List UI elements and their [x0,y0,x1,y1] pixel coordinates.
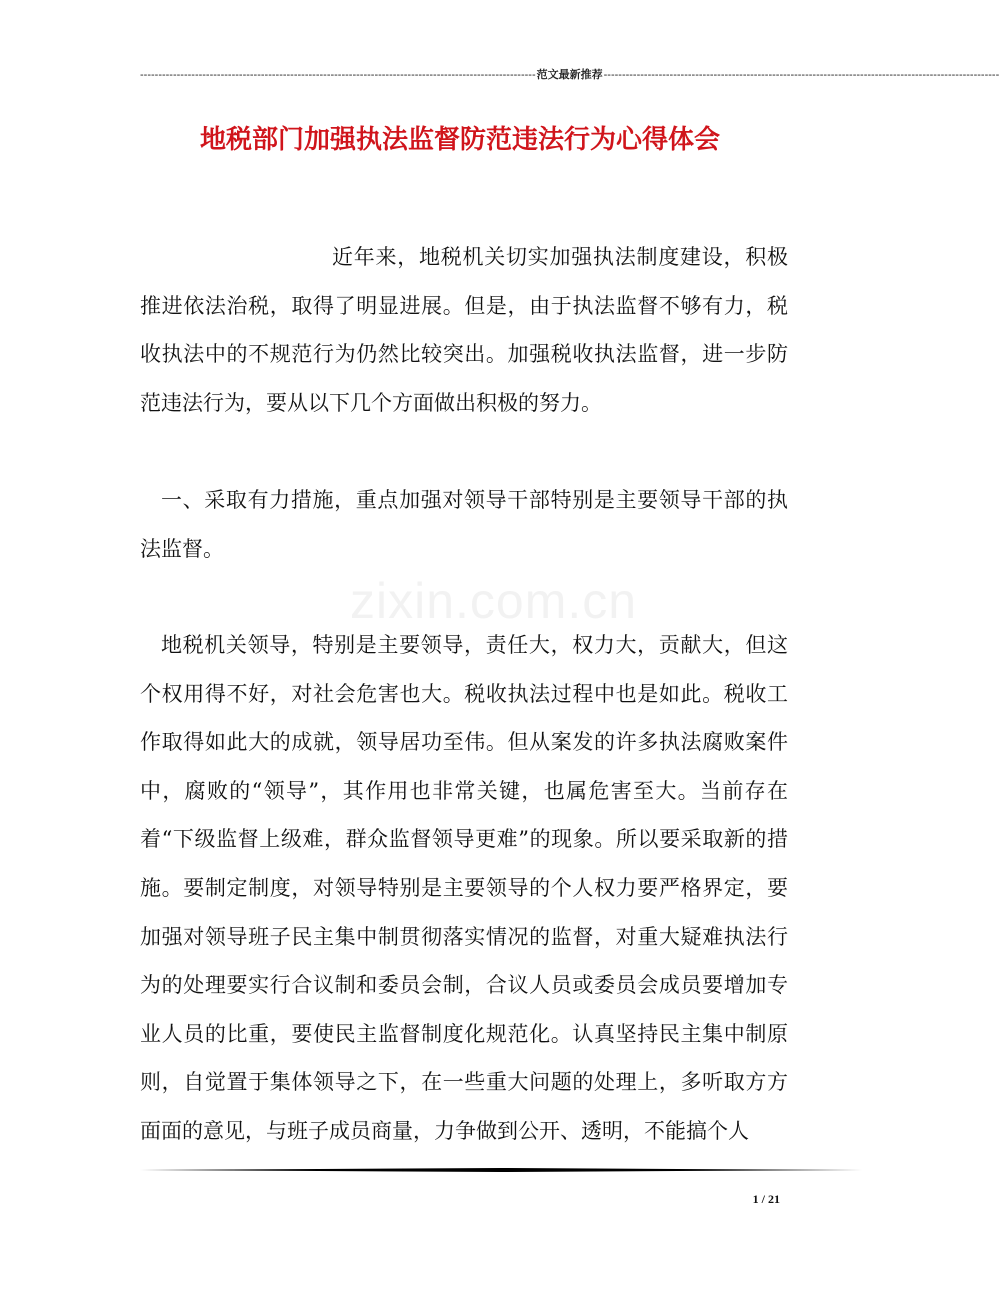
watermark: zixin.com.cn [350,573,638,629]
paragraph-body: 地税机关领导，特别是主要领导，责任大，权力大，贡献大，但这个权用得不好，对社会危害也大。税收执法过程中也是如此。税收工作取得如此大的成就，领导居功至伟。但从案发的许多执法腐败案件中，腐败的“领导”，其作用也非常关键，也属危害至大。当前存在着“下级监督上级难，群众监督领导更难”的现象。所以要采取新的措施。要制定制度，对领导特别是主要领导的个人权力要严格界定，要加强对领导班子民主集中制贯彻落实情况的监督，对重大疑难执法行为的处理要实行合议制和委员会制，合议人员或委员会成员要增加专业人员的比重，要使民主监督制度化规范化。认真坚持民主集中制原则，自觉置于集体领导之下，在一些重大问题的处理上，多听取方方面面的意见，与班子成员商量，力争做到公开、透明，不能搞个人 [140,633,788,1143]
footer-rule [140,1168,862,1172]
header-dashes-left: ------------------------------------------------------------------------------------------------------------ [140,69,536,81]
header-divider [140,68,999,82]
paragraph-intro: 近年来，地税机关切实加强执法制度建设，积极推进依法治税，取得了明显进展。但是，由于执法监督不够有力，税收执法中的不规范行为仍然比较突出。加强税收执法监督，进一步防范违法行为，要从以下几个方面做出积极的努力。 [140,245,788,415]
document-title: 地税部门加强执法监督防范违法行为心得体会 [199,125,720,155]
header-dashes-right: ------------------------------------------------------------------------------------------------------------ [603,69,999,81]
page-number: 1 / 21 [752,1192,780,1206]
header-label: 范文最新推荐 [536,69,603,81]
paragraph-section-heading: 一、采取有力措施，重点加强对领导干部特别是主要领导干部的执法监督。 [140,488,788,561]
